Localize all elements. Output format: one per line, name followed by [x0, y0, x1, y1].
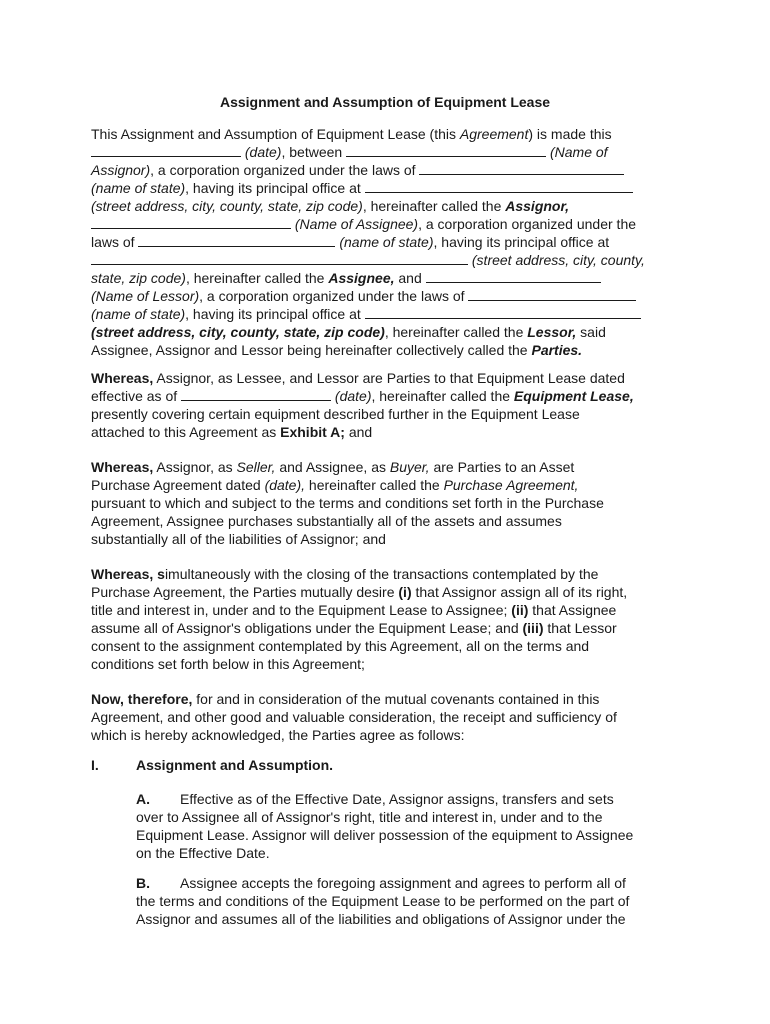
whereas2-line-5: substantially all of the liabilities of Assignor; and [91, 531, 386, 547]
whereas3-line-3 [91, 601, 616, 619]
intro-line-2 [91, 143, 608, 161]
blank-assignor-address-field[interactable] [365, 179, 633, 193]
text: , hereinafter called the [185, 270, 329, 286]
blank-lessor-name-field[interactable] [426, 269, 601, 283]
now-line-2: Agreement, and other good and valuable consideration, the receipt and sufficiency of [91, 709, 617, 725]
whereas3-line-1 [91, 565, 598, 583]
text: Effective as of the Effective Date, Assignor assigns, transfers and sets [180, 791, 614, 807]
blank-lessor-address-field[interactable] [365, 305, 641, 319]
text: , hereinafter called the [384, 324, 528, 340]
placeholder-text: state, zip code) [91, 270, 186, 286]
text: , hereinafter called the [371, 388, 514, 404]
roman-ii: (ii) [511, 602, 529, 618]
placeholder-text: (Name of [546, 144, 608, 160]
blank-date-field[interactable] [91, 143, 241, 157]
parties-term: Parties. [531, 342, 583, 358]
whereas3-line-5: consent to the assignment contemplated by this Agreement, all on the terms and [91, 638, 590, 654]
whereas3-line-4 [91, 619, 617, 637]
clause-a-label: A. [136, 791, 150, 807]
whereas-label: Whereas, s [91, 566, 165, 582]
text: that Assignor assign all of its right, [411, 584, 628, 600]
text: hereinafter called the [305, 477, 444, 493]
text: This Assignment and Assumption of Equipment Lease (this [91, 126, 460, 142]
assignor-term: Assignor, [505, 198, 570, 214]
placeholder-text: (name of state) [335, 234, 434, 250]
intro-line-10 [91, 287, 636, 305]
exhibit-a-term: Exhibit A; [280, 424, 345, 440]
text: assume all of Assignor's obligations under the Equipment Lease; and [91, 620, 523, 636]
text: , a corporation organized under the laws of [150, 162, 420, 178]
whereas1-line-4 [91, 423, 372, 441]
text: for and in consideration of the mutual covenants contained in this [192, 691, 600, 707]
text: and [344, 424, 373, 440]
blank-lessor-state-field[interactable] [468, 287, 636, 301]
blank-assignee-name-field[interactable] [91, 215, 291, 229]
clause-b-label: B. [136, 875, 150, 891]
now-line-3: which is hereby acknowledged, the Parties agree as follows: [91, 727, 465, 743]
clause-b-line-2: the terms and conditions of the Equipment Lease to be performed on the part of [136, 893, 630, 909]
clause-b-line-3: Assignor and assumes all of the liabilities and obligations of Assignor under the [136, 911, 626, 927]
blank-assignor-state-field[interactable] [419, 161, 624, 175]
intro-line-12 [91, 323, 606, 341]
document-title: Assignment and Assumption of Equipment Lease [219, 94, 551, 110]
text: Purchase Agreement, the Parties mutually desire [91, 584, 399, 600]
intro-line-13 [91, 341, 582, 359]
text: Assignee accepts the foregoing assignment and agrees to perform all of [180, 875, 626, 891]
text: that Assignee [528, 602, 617, 618]
whereas1-line-3: presently covering certain equipment described further in the Equipment Lease [91, 406, 580, 422]
intro-line-5 [91, 197, 569, 215]
section-heading: Assignment and Assumption. [136, 757, 334, 773]
text: , having its principal office at [433, 234, 610, 250]
whereas-label: Whereas, [91, 459, 154, 475]
blank-assignee-state-field[interactable] [138, 233, 335, 247]
text: Purchase Agreement dated [91, 477, 265, 493]
placeholder-text: (street address, city, county, [468, 252, 645, 268]
purchase-agreement-term: Purchase Agreement, [443, 477, 579, 493]
text: ) is made this [528, 126, 612, 142]
intro-line-6 [91, 215, 636, 233]
placeholder-text: (name of state) [91, 306, 186, 322]
whereas1-line-2 [91, 387, 634, 405]
clause-a-line-1 [136, 790, 614, 808]
agreement-term: Agreement [459, 126, 529, 142]
clause-a-line-4: on the Effective Date. [136, 845, 270, 861]
roman-iii: (iii) [522, 620, 544, 636]
equipment-lease-term: Equipment Lease, [513, 388, 634, 404]
whereas2-line-4: Agreement, Assignee purchases substantially all of the assets and assumes [91, 513, 562, 529]
clause-a-line-2: over to Assignee all of Assignor's right, title and interest in, under and to the [136, 809, 603, 825]
intro-line-11 [91, 305, 641, 323]
intro-line-9 [91, 269, 601, 287]
blank-lease-date-field[interactable] [181, 387, 331, 401]
text: , a corporation organized under the laws of [199, 288, 469, 304]
text: said [576, 324, 606, 340]
blank-assignor-name-field[interactable] [346, 143, 546, 157]
text: and [394, 270, 426, 286]
text: and Assignee, as [275, 459, 390, 475]
clause-a-line-3: Equipment Lease. Assignor will deliver possession of the equipment to Assignee [136, 827, 634, 843]
intro-line-4 [91, 179, 633, 197]
now-line-1 [91, 690, 599, 708]
clause-b-line-1 [136, 874, 626, 892]
text: Assignor, as Lessee, and Lessor are Parties to that Equipment Lease dated [153, 370, 625, 386]
text: attached to this Agreement as [91, 424, 281, 440]
text: title and interest in, under and to the Equipment Lease to Assignee; [91, 602, 512, 618]
section-number: I. [91, 757, 99, 773]
whereas1-line-1 [91, 369, 625, 387]
placeholder-text: (date) [331, 388, 372, 404]
whereas2-line-1 [91, 458, 574, 476]
text: that Lessor [543, 620, 617, 636]
placeholder-text: (date) [241, 144, 282, 160]
lessor-term: Lessor, [527, 324, 577, 340]
placeholder-text: (street address, city, county, state, zip code) [91, 324, 385, 340]
intro-line-1 [91, 125, 612, 143]
whereas3-line-2 [91, 583, 627, 601]
blank-assignee-address-field[interactable] [91, 251, 468, 265]
intro-line-3 [91, 161, 624, 179]
placeholder-text: (date), [264, 477, 306, 493]
whereas2-line-3: pursuant to which and subject to the terms and conditions set forth in the Purchase [91, 495, 604, 511]
now-therefore-label: Now, therefore, [91, 691, 193, 707]
whereas3-line-6: conditions set forth below in this Agreement; [91, 656, 365, 672]
seller-term: Seller, [236, 459, 276, 475]
roman-i: (i) [398, 584, 412, 600]
placeholder-text: (street address, city, county, state, zip code) [91, 198, 363, 214]
placeholder-text: (name of state) [91, 180, 186, 196]
placeholder-text: (Name of Assignee) [291, 216, 419, 232]
intro-line-8 [91, 251, 645, 269]
whereas2-line-2 [91, 476, 578, 494]
text: , hereinafter called the [362, 198, 506, 214]
placeholder-text: (Name of Lessor) [91, 288, 200, 304]
text: are Parties to an Asset [429, 459, 575, 475]
assignee-term: Assignee, [328, 270, 395, 286]
text: Assignee, Assignor and Lessor being hereinafter collectively called the [91, 342, 532, 358]
text: , between [281, 144, 347, 160]
placeholder-text: Assignor) [91, 162, 151, 178]
text: , a corporation organized under the [418, 216, 637, 232]
text: effective as of [91, 388, 182, 404]
buyer-term: Buyer, [389, 459, 430, 475]
text: , having its principal office at [185, 306, 365, 322]
text: Assignor, as [153, 459, 237, 475]
text: imultaneously with the closing of the transactions contemplated by the [164, 566, 599, 582]
text: , having its principal office at [185, 180, 365, 196]
whereas-label: Whereas, [91, 370, 154, 386]
text: laws of [91, 234, 139, 250]
intro-line-7 [91, 233, 609, 251]
